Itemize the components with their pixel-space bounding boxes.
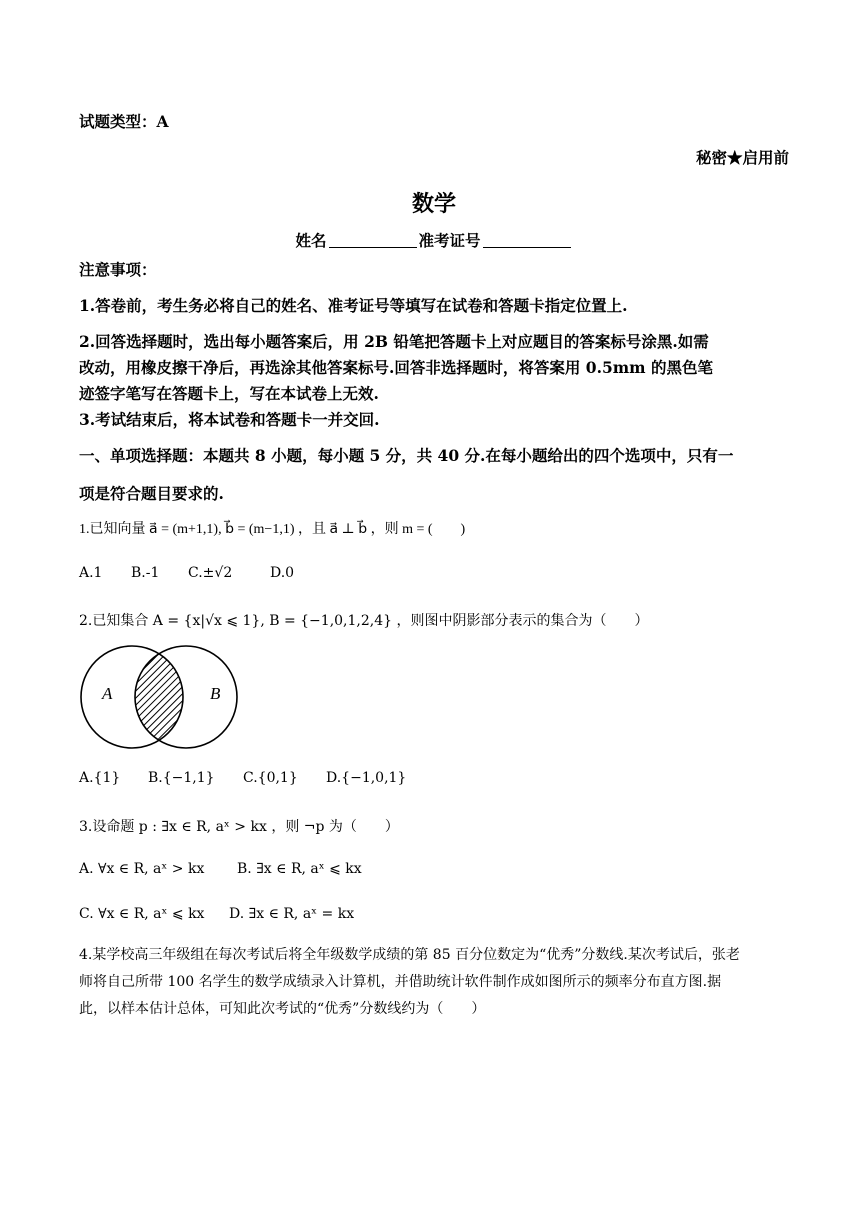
q1-option-b: B.-1 — [131, 565, 160, 581]
name-label: 姓名 — [295, 231, 327, 250]
venn-label-b: B — [210, 684, 221, 703]
q2-option-a: A.{1} — [79, 770, 121, 786]
q2-option-b: B.{−1,1} — [148, 770, 215, 786]
notice-item-1: 1.答卷前，考生务必将自己的姓名、准考证号等填写在试卷和答题卡指定位置上. — [79, 296, 628, 315]
venn-label-a: A — [102, 684, 113, 703]
candidate-fields — [0, 229, 868, 251]
id-blank — [483, 232, 571, 248]
q3-stem: 3.设命题 p : ∃x ∈ R, aˣ > kx ，则 ¬p 为（ ） — [79, 819, 399, 835]
q1-stem: 1.已知向量 a⃗ = (m+1,1), b⃗ = (m−1,1) ，且 a⃗ ⊥ b⃗ ，则 m = ( ) — [79, 522, 466, 537]
confidential-label: 秘密★启用前 — [695, 148, 789, 167]
section1-line-2: 项是符合题目要求的. — [79, 484, 224, 503]
id-label: 准考证号 — [418, 231, 481, 250]
q2-stem: 2.已知集合 A = {x|√x ⩽ 1}, B = {−1,0,1,2,4} ，则图中阴影部分表示的集合为（ ） — [79, 613, 649, 629]
q4-line-1: 4.某学校高三年级组在每次考试后将全年级数学成绩的第 85 百分位数定为“优秀”分数线.某次考试后，张老 — [79, 947, 740, 963]
section1-line-1: 一、单项选择题：本题共 8 小题，每小题 5 分，共 40 分.在每小题给出的四个选项中，只有一 — [79, 446, 734, 465]
name-blank — [329, 232, 417, 248]
q4-line-2: 师将自己所带 100 名学生的数学成绩录入计算机，并借助统计软件制作成如图所示的频率分布直方图.据 — [79, 974, 722, 990]
q3-option-b: B. ∃x ∈ R, aˣ ⩽ kx — [237, 861, 362, 877]
q4-line-3: 此，以样本估计总体，可知此次考试的“优秀”分数线约为（ ） — [79, 1001, 486, 1017]
notice-item-3: 3.考试结束后，将本试卷和答题卡一并交回. — [79, 410, 380, 429]
notice-item-2-line-2: 改动，用橡皮擦干净后，再选涂其他答案标号.回答非选择题时，将答案用 0.5mm 的黑色笔 — [79, 358, 713, 377]
venn-diagram — [76, 644, 246, 752]
q2-option-d: D.{−1,0,1} — [326, 770, 407, 786]
q1-option-a: A.1 — [79, 565, 103, 581]
notice-heading: 注意事项： — [79, 260, 157, 279]
q3-option-a: A. ∀x ∈ R, aˣ > kx — [79, 861, 205, 877]
q1-option-c: C.±√2 — [188, 565, 233, 581]
exam-title: 数学 — [411, 191, 456, 217]
q2-option-c: C.{0,1} — [243, 770, 298, 786]
notice-item-2-line-3: 迹签字笔写在答题卡上，写在本试卷上无效. — [79, 384, 379, 403]
notice-item-2-line-1: 2.回答选择题时，选出每小题答案后，用 2B 铅笔把答题卡上对应题目的答案标号涂黑.如需 — [79, 332, 709, 351]
q3-option-d: D. ∃x ∈ R, aˣ = kx — [229, 906, 355, 922]
q1-option-d: D.0 — [270, 565, 295, 581]
q3-option-c: C. ∀x ∈ R, aˣ ⩽ kx — [79, 906, 205, 922]
paper-type-label: 试题类型：A — [79, 112, 169, 131]
